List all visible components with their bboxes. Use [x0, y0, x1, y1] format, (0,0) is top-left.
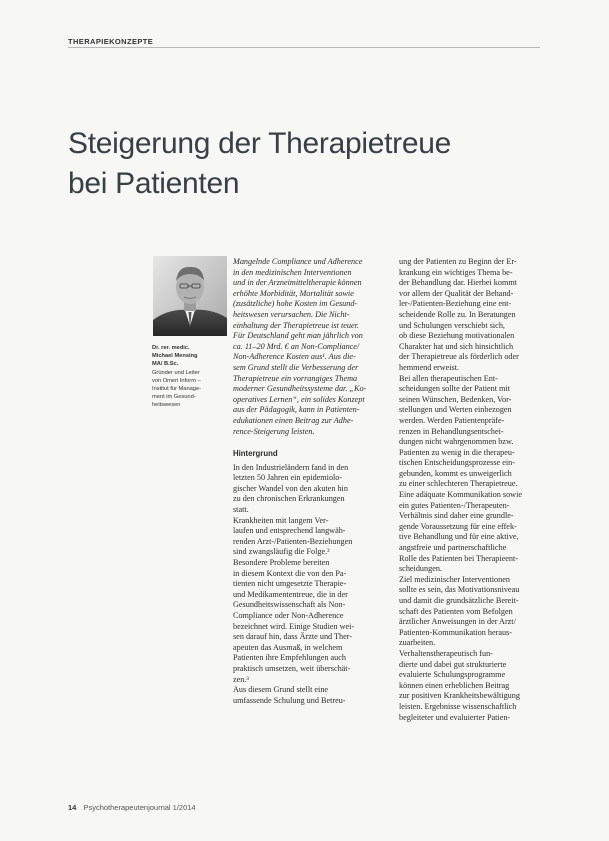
body-line: sollte es sein, das Motivationsniveau [399, 585, 520, 595]
body-line: sind zwangsläufig die Folge.² [233, 547, 330, 557]
body-line: zu einer schlechteren Therapietreue. [399, 479, 518, 489]
abstract-line: moderner Gesundheitssysteme dar. „Ko- [233, 384, 367, 394]
body-line: umfassende Schulung und Betreu- [233, 695, 346, 705]
body-line: krankung ein wichtiges Thema be- [399, 267, 513, 277]
body-line: sen darauf hin, dass Ärzte und Ther- [233, 632, 353, 642]
body-line: angstfreie und partnerschaftliche [399, 543, 507, 553]
author-bio-line: von Omeri Inform – [152, 377, 201, 384]
author-bio-line: Institut für Manage- [152, 386, 201, 393]
title-line: bei Patienten [68, 167, 240, 200]
abstract-line: Mangelnde Compliance und Adherence [233, 257, 363, 266]
body-line: Patienten ihre Empfehlungen auch [233, 653, 346, 663]
body-line: scheidende Rolle zu. In Beratungen [399, 309, 516, 319]
text-column-left [233, 257, 379, 706]
abstract-line: edukationen einen Beitrag zur Adhe- [233, 415, 354, 425]
author-portrait [153, 256, 227, 336]
body-line: und Schulungen verschiebt sich, [399, 320, 505, 330]
body-line: zen.³ [233, 674, 249, 684]
body-line: renzen in Behandlungsentschei- [399, 426, 504, 436]
body-line: in diesem Kontext die von den Pa- [233, 568, 347, 578]
author-degree: MA/ B.Sc. [152, 361, 179, 368]
body-line: dierte und dabei gut strukturierte [399, 659, 507, 669]
abstract-line: heitswesen verursachen. Die Nicht- [233, 309, 350, 319]
body-line: renden Arzt-/Patienten-Beziehungen [233, 536, 353, 546]
body-line: Compliance oder Non-Adherence [233, 611, 344, 620]
body-line: vor allem der Qualität der Behand- [399, 288, 514, 298]
body-line: dungen nicht wahrgenommen bzw. [399, 437, 514, 447]
section-label: THERAPIEKONZEPTE [68, 37, 154, 46]
page-number: 14 [68, 803, 77, 812]
body-line: ob diese Beziehung motivationalen [399, 331, 515, 341]
author-bio-line: ment im Gesund- [152, 394, 196, 401]
body-line: werden. Werden Patientenpräfe- [399, 415, 505, 425]
body-line: Patienten-Kommunikation heraus- [399, 627, 513, 637]
body-line: tischen Entscheidungsprozesse ein- [399, 458, 515, 468]
abstract-line: und in der Arzneimitteltherapie können [233, 278, 362, 288]
body-line: stellungen und Werten einbezogen [399, 405, 512, 415]
body-line: Besondere Probleme bereiten [233, 558, 330, 568]
page-footer [68, 803, 196, 812]
body-line: Charakter hat und sich hinsichtlich [399, 341, 514, 351]
abstract-line: rence-Steigerung leisten. [233, 426, 315, 436]
author-bio-line: Gründer und Leiter [152, 369, 200, 376]
body-line: ärztlicher Anweisungen in der Arzt/ [399, 617, 516, 627]
body-line: tive Behandlung und für eine aktive, [399, 532, 519, 542]
body-line: Ziel medizinischer Interventionen [399, 574, 510, 584]
body-line: Gesundheitswissenschaft als Non- [233, 600, 346, 610]
body-line: Verhaltenstherapeutisch fun- [399, 648, 493, 658]
body-line: apeuten das Ausmaß, in welchem [233, 642, 343, 652]
author-photo [153, 256, 227, 336]
body-line: scheidungen. [399, 564, 442, 574]
abstract-line: erhöhte Morbidität, Mortalität sowie [233, 288, 354, 298]
body-line: gende Voraussetzung für eine effek- [399, 521, 517, 531]
header-rule [68, 47, 540, 48]
abstract-line: ca. 11–20 Mrd. € an Non-Compliance/ [233, 341, 360, 351]
body-line: laufen und entsprechend langwäh- [233, 526, 346, 536]
body-line: und Medikamententreue, die in der [233, 589, 348, 599]
body-line: gebunden, kommt es unweigerlich [399, 468, 512, 478]
body-line: der Therapietreue als förderlich oder [399, 352, 519, 362]
abstract-line: operatives Lernen“, ein solides Konzept [233, 394, 365, 404]
abstract-line: Für Deutschland geht man jährlich von [233, 331, 363, 341]
body-line: bezeichnet wird. Einige Studien wei- [233, 621, 355, 631]
author-caption [152, 344, 232, 410]
body-line: evaluierte Schulungsprogramme [399, 670, 506, 680]
body-line: Verhältnis sind daher eine grundle- [399, 511, 514, 521]
body-line: Rolle des Patienten bei Therapieent- [399, 553, 518, 563]
text-column-right [399, 257, 541, 723]
body-line: Krankheiten mit langem Ver- [233, 515, 329, 525]
abstract-line: Non-Adherence Kosten aus¹. Aus die- [233, 352, 356, 362]
body-line: Patienten zu wenig in die therapeu- [399, 447, 515, 457]
section-heading: Hintergrund [233, 449, 278, 459]
body-line: Aus diesem Grund stellt eine [233, 685, 329, 695]
body-line: zu den chronischen Erkrankungen [233, 494, 345, 504]
article-title [68, 124, 538, 204]
body-line: und damit die grundsätzliche Bereit- [399, 596, 519, 605]
abstract-line: aus der Pädagogik, kann in Patienten- [233, 405, 360, 415]
body-line: ung der Patienten zu Beginn der Er- [399, 257, 517, 266]
title-line: Steigerung der Therapietreue [68, 127, 451, 160]
body-line: begleiteter und evaluierter Patien- [399, 712, 511, 722]
body-line: ler-/Patienten-Beziehung eine ent- [399, 299, 512, 309]
body-line: Eine adäquate Kommunikation sowie [399, 490, 523, 500]
body-line: der Behandlung dar. Hierbei kommt [399, 278, 518, 288]
body-line: gischer Wandel von den akuten hin [233, 483, 348, 493]
body-line: letzten 50 Jahren ein epidemiolo- [233, 473, 343, 483]
abstract-line: einhaltung der Therapietreue ist teuer. [233, 320, 359, 330]
abstract-line: sem Grund stellt die Verbesserung der [233, 362, 359, 372]
body-line: Bei allen therapeutischen Ent- [399, 373, 498, 383]
body-line: In den Industrieländern fand in den [233, 462, 349, 472]
body-line: schaft des Patienten vom Befolgen [399, 606, 513, 616]
author-bio-line: heitswesen [152, 402, 181, 409]
author-title: Dr. rer. medic. [152, 345, 190, 351]
body-line: zuarbeiten. [399, 638, 436, 648]
body-line: ein gutes Patienten-/Therapeuten- [399, 500, 510, 510]
body-line: scheidungen sollte der Patient mit [399, 384, 510, 394]
body-line: zur positiven Krankheitsbewältigung [399, 691, 520, 701]
body-line: können einen erheblichen Beitrag [399, 680, 510, 690]
body-line: tienten nicht umgesetzte Therapie- [233, 579, 347, 589]
body-line: leisten. Ergebnisse wissenschaftlich [399, 701, 517, 711]
body-line: hemmend erweist. [399, 362, 460, 372]
author-name: Michael Mensing [152, 353, 198, 360]
abstract-line: (zusätzliche) hohe Kosten im Gesund- [233, 299, 358, 309]
journal-name: Psychotherapeutenjournal 1/2014 [83, 803, 196, 812]
paragraph-gap [233, 437, 379, 446]
body-line: seinen Wünschen, Bedenken, Vor- [399, 394, 512, 404]
body-line: praktisch umsetzen, weit überschät- [233, 663, 351, 673]
abstract-line: Therapietreue ein vorrangiges Thema [233, 373, 358, 383]
abstract-line: in den medizinischen Interventionen [233, 267, 352, 277]
body-line: statt. [233, 505, 249, 515]
